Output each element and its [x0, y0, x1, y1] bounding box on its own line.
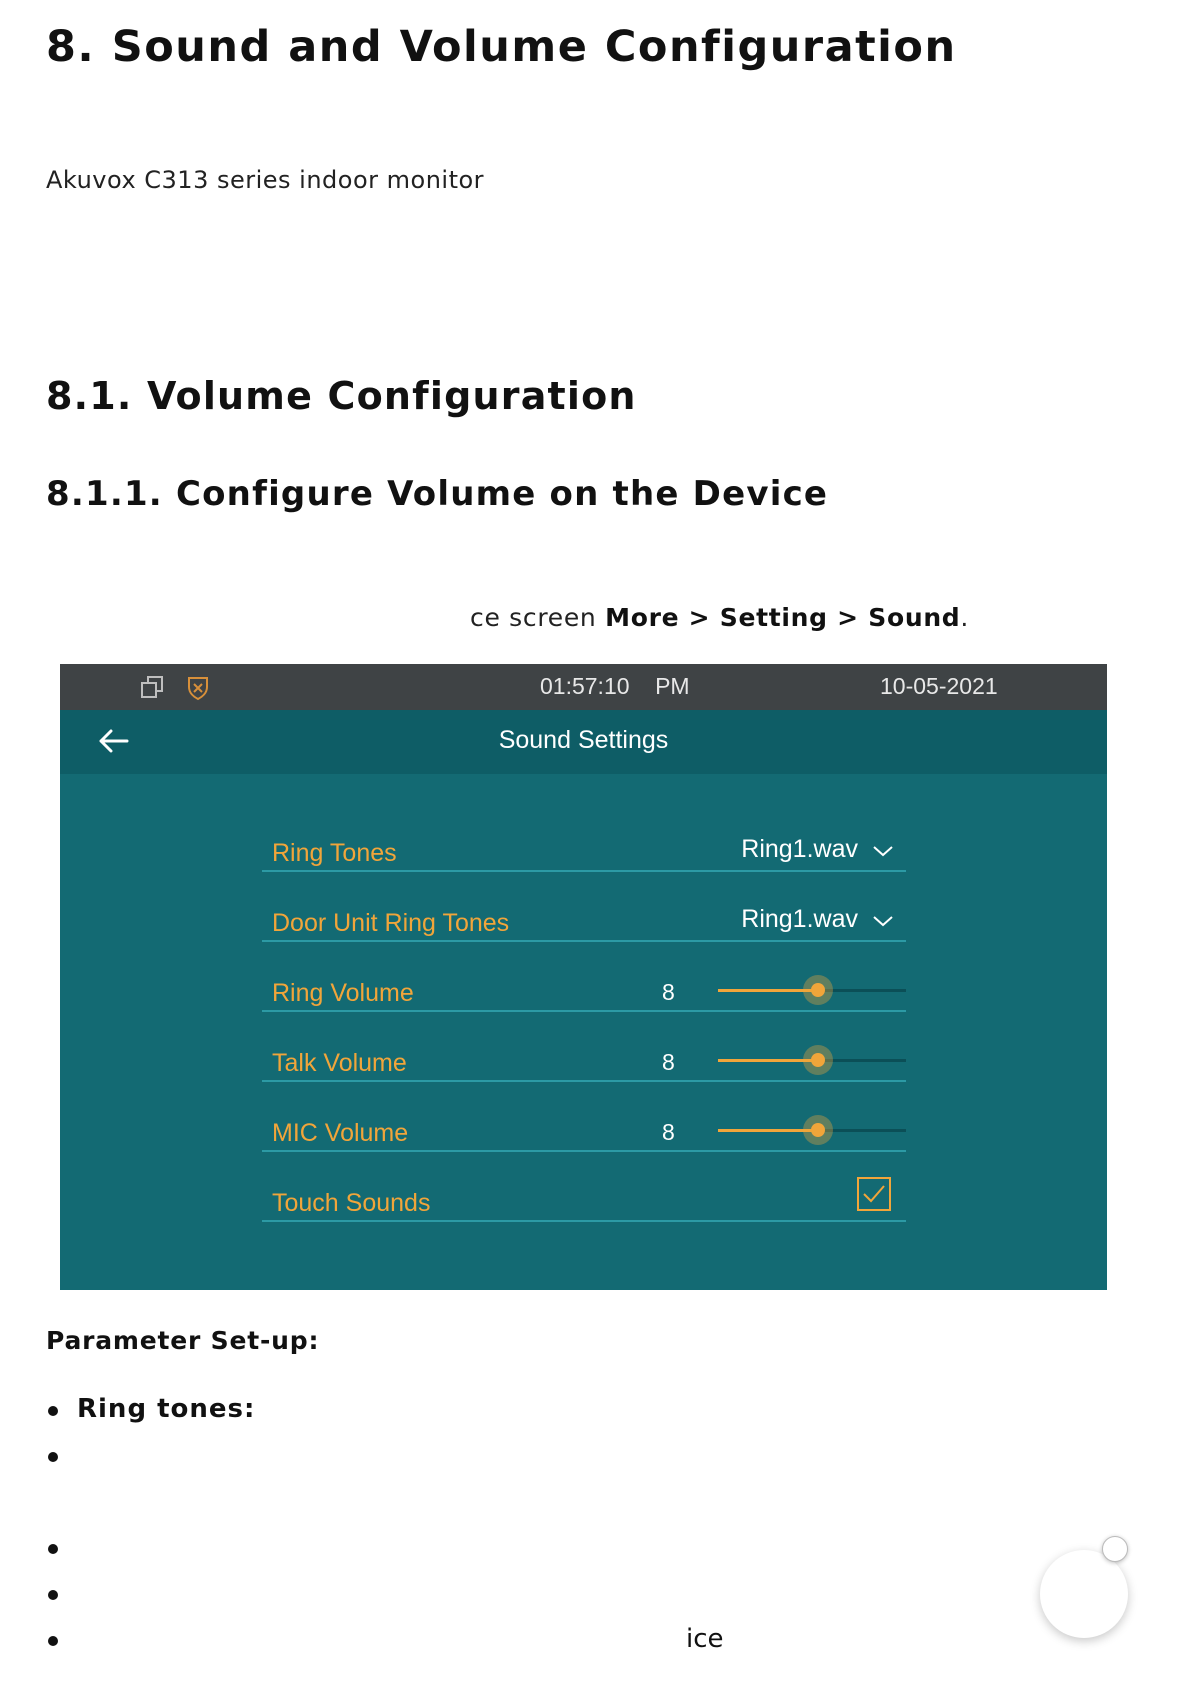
ring-volume-label: Ring Volume — [272, 979, 414, 1007]
slider-thumb[interactable] — [811, 1053, 825, 1067]
list-item-text: ice — [686, 1624, 724, 1654]
title-bar — [60, 710, 1107, 774]
ring-tones-label: Ring Tones — [272, 839, 397, 867]
path-more: More — [605, 603, 680, 632]
bullet-dot — [48, 1590, 58, 1600]
talk-volume-slider[interactable] — [718, 1059, 906, 1062]
door-unit-ring-tones-select[interactable]: Ring1.wav — [741, 905, 858, 933]
chevron-down-icon[interactable] — [872, 843, 894, 862]
door-unit-ring-tones-label: Door Unit Ring Tones — [272, 909, 510, 937]
mic-volume-row — [262, 1096, 906, 1152]
time-value: 01:57:10 — [540, 673, 630, 699]
ring-volume-row — [262, 956, 906, 1012]
ring-volume-value: 8 — [662, 979, 675, 1005]
list-item-text: Ring tones: — [77, 1394, 256, 1424]
status-bar — [60, 664, 1107, 710]
status-date: 10-05-2021 — [880, 673, 998, 699]
device-screenshot — [60, 664, 1107, 1290]
section-title: 8.1. Volume Configuration — [46, 374, 637, 418]
bullet-dot — [48, 1406, 58, 1416]
bullet-dot — [48, 1452, 58, 1462]
floating-action-button[interactable] — [1040, 1550, 1128, 1638]
touch-sounds-row[interactable] — [262, 1166, 906, 1222]
navigation-path — [470, 603, 969, 632]
path-sound: Sound — [868, 603, 961, 632]
path-separator: > — [679, 603, 720, 632]
restore-window-icon — [140, 675, 166, 703]
path-setting: Setting — [719, 603, 828, 632]
mic-volume-slider[interactable] — [718, 1129, 906, 1132]
bullet-dot — [48, 1636, 58, 1646]
status-time — [540, 673, 690, 700]
mic-volume-label: MIC Volume — [272, 1119, 409, 1147]
door-unit-ring-tones-row[interactable] — [262, 886, 906, 942]
path-separator: > — [827, 603, 869, 632]
slider-thumb[interactable] — [811, 983, 825, 997]
talk-volume-value: 8 — [662, 1049, 675, 1075]
page-title: 8. Sound and Volume Configuration — [46, 22, 957, 72]
ring-tones-row[interactable] — [262, 816, 906, 872]
checkbox-checked-icon[interactable] — [856, 1176, 892, 1216]
path-prefix: ce screen — [470, 603, 606, 632]
touch-sounds-label: Touch Sounds — [272, 1189, 431, 1217]
ring-tones-select[interactable]: Ring1.wav — [741, 835, 858, 863]
talk-volume-row — [262, 1026, 906, 1082]
path-end: . — [960, 603, 970, 632]
ring-volume-slider[interactable] — [718, 989, 906, 992]
bullet-dot — [48, 1544, 58, 1554]
intro-text: Akuvox C313 series indoor monitor — [46, 166, 485, 194]
subsection-title: 8.1.1. Configure Volume on the Device — [46, 474, 829, 514]
notification-dot — [1102, 1536, 1128, 1562]
parameter-setup-title: Parameter Set-up: — [46, 1326, 320, 1355]
talk-volume-label: Talk Volume — [272, 1049, 407, 1077]
mic-volume-value: 8 — [662, 1119, 675, 1145]
screen-title: Sound Settings — [498, 726, 669, 754]
time-ampm: PM — [655, 673, 690, 699]
slider-thumb[interactable] — [811, 1123, 825, 1137]
shield-alert-icon — [186, 675, 210, 705]
chevron-down-icon[interactable] — [872, 913, 894, 932]
